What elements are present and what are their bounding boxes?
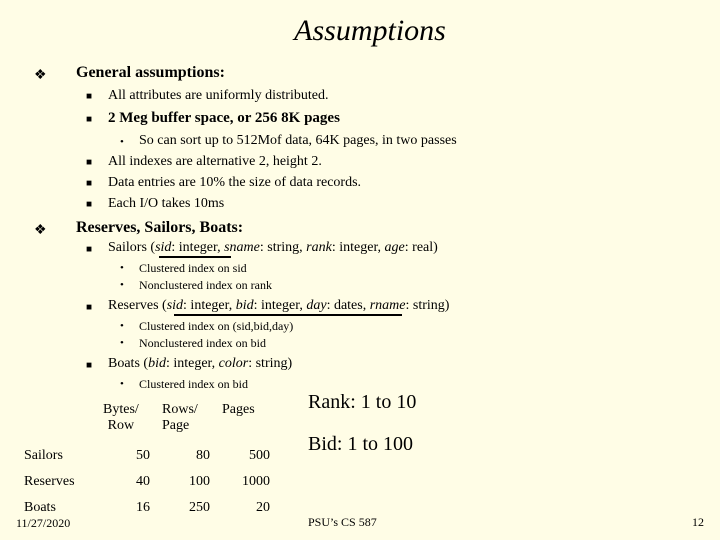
general-item-3: All indexes are alternative 2, height 2. bbox=[108, 154, 322, 169]
dot-bullet-icon: • bbox=[120, 378, 124, 390]
reserves-index-2: Nonclustered index on bid bbox=[139, 336, 266, 350]
square-bullet-icon: ■ bbox=[86, 360, 93, 371]
footer-date: 11/27/2020 bbox=[16, 516, 71, 530]
row-name-sailors: Sailors bbox=[24, 448, 63, 463]
boats-index-1: Clustered index on bid bbox=[139, 377, 248, 391]
reserves-index-1: Clustered index on (sid,bid,day) bbox=[139, 319, 294, 333]
cell-reserves-pages: 1000 bbox=[242, 474, 270, 489]
square-bullet-icon: ■ bbox=[86, 199, 93, 210]
schema-heading: Reserves, Sailors, Boats: bbox=[76, 219, 244, 236]
cell-sailors-rows: 80 bbox=[196, 448, 210, 463]
square-bullet-icon: ■ bbox=[86, 302, 93, 313]
square-bullet-icon: ■ bbox=[86, 178, 93, 189]
general-subitem: So can sort up to 512Mof data, 64K pages, in two passes bbox=[139, 133, 457, 148]
square-bullet-icon: ■ bbox=[86, 114, 93, 125]
general-item-5: Each I/O takes 10ms bbox=[108, 196, 225, 211]
cell-boats-pages: 20 bbox=[256, 500, 270, 515]
slide-title: Assumptions bbox=[294, 14, 446, 47]
dot-bullet-icon: • bbox=[120, 337, 124, 349]
square-bullet-icon: ■ bbox=[86, 157, 93, 168]
general-heading: General assumptions: bbox=[76, 64, 225, 81]
reserves-key-underline bbox=[174, 314, 402, 316]
dot-bullet-icon: • bbox=[120, 262, 124, 274]
sailors-index-2: Nonclustered index on rank bbox=[139, 278, 272, 292]
row-name-boats: Boats bbox=[24, 500, 56, 515]
general-item-4: Data entries are 10% the size of data records. bbox=[108, 175, 362, 190]
square-bullet-icon: ■ bbox=[86, 91, 93, 102]
diamond-bullet-icon: ❖ bbox=[34, 223, 47, 238]
header-bytes-row: Bytes/ Row bbox=[103, 402, 139, 433]
diamond-bullet-icon: ❖ bbox=[34, 68, 47, 83]
cell-boats-bytes: 16 bbox=[136, 500, 150, 515]
header-pages: Pages bbox=[222, 402, 255, 417]
boats-schema: Boats (bid: integer, color: string) bbox=[108, 356, 293, 371]
dot-bullet-icon: • bbox=[120, 279, 124, 291]
dot-bullet-icon: • bbox=[120, 320, 124, 332]
sailors-key-sid: sid bbox=[155, 240, 172, 255]
sailors-index-1: Clustered index on sid bbox=[139, 261, 247, 275]
cell-sailors-pages: 500 bbox=[249, 448, 270, 463]
sailors-key-underline bbox=[159, 256, 231, 258]
rank-range-note: Rank: 1 to 10 bbox=[308, 391, 417, 413]
dot-bullet-icon: • bbox=[120, 136, 124, 148]
general-item-1: All attributes are uniformly distributed. bbox=[108, 88, 329, 103]
header-rows-page: Rows/ Page bbox=[162, 402, 198, 433]
general-item-2: 2 Meg buffer space, or 256 8K pages bbox=[108, 110, 340, 126]
cell-reserves-bytes: 40 bbox=[136, 474, 150, 489]
cell-boats-rows: 250 bbox=[189, 500, 210, 515]
sailors-schema: Sailors (sid: integer, sname: string, rank: integer, age: real) bbox=[108, 240, 438, 255]
square-bullet-icon: ■ bbox=[86, 244, 93, 255]
footer-course: PSU’s CS 587 bbox=[308, 515, 377, 529]
cell-reserves-rows: 100 bbox=[189, 474, 210, 489]
page-number: 12 bbox=[692, 515, 704, 529]
bid-range-note: Bid: 1 to 100 bbox=[308, 433, 414, 455]
cell-sailors-bytes: 50 bbox=[136, 448, 150, 463]
reserves-schema: Reserves (sid: integer, bid: integer, day: dates, rname: string) bbox=[108, 298, 450, 313]
row-name-reserves: Reserves bbox=[24, 474, 75, 489]
